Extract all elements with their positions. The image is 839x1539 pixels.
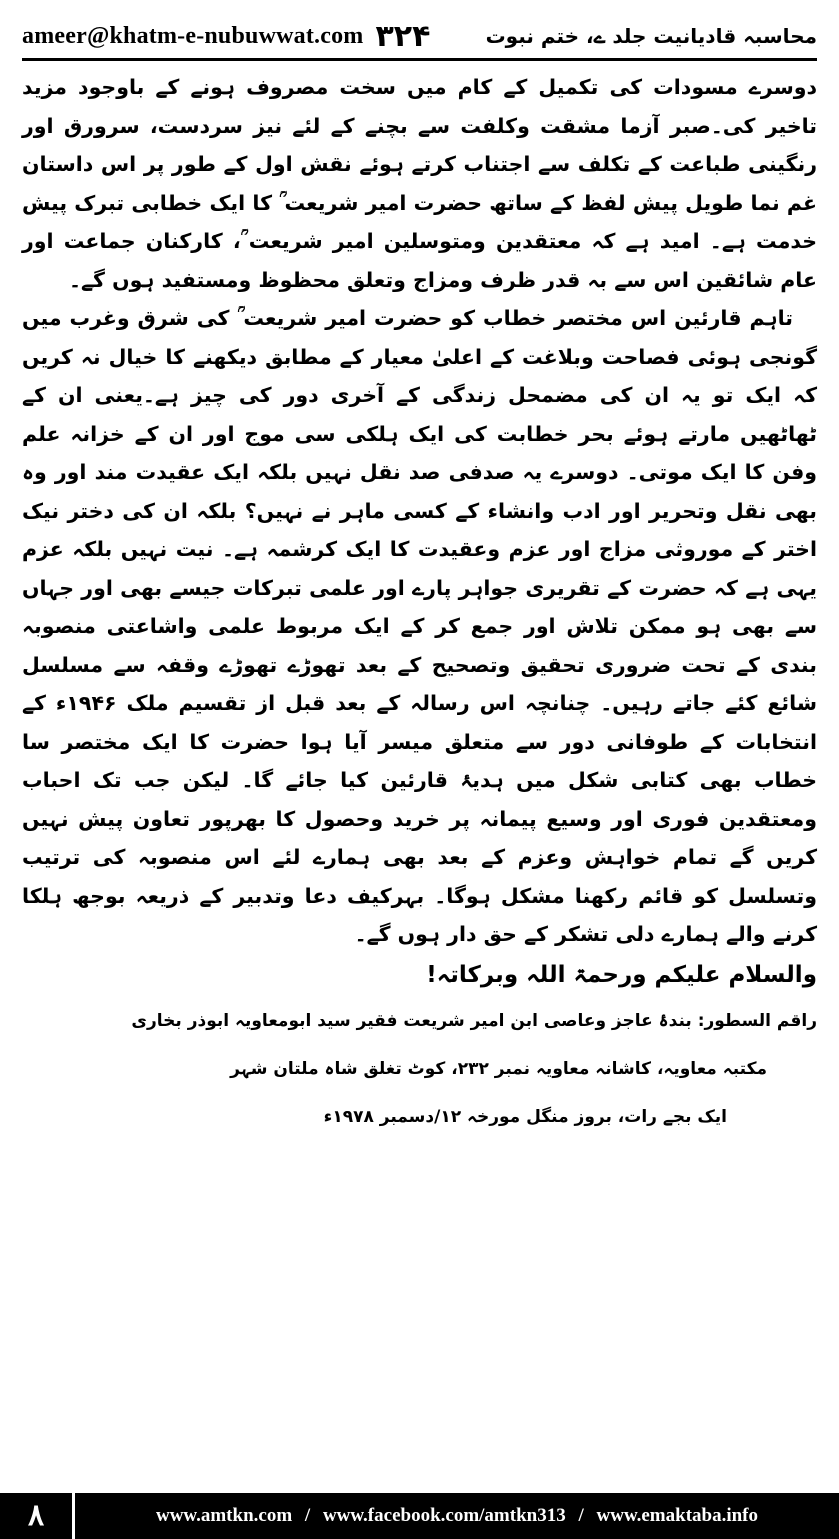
main-text	[22, 68, 817, 1134]
paragraph-2: تاہم قارئین اس مختصر خطاب کو حضرت امیر شریعت ؒ کی شرق وغرب میں گونجی ہوئی فصاحت وبلاغت کے اعلیٰ معیار کے مطابق دیکھنے کا خیال نہ کریں کہ ایک تو یہ ان کی مضمحل زندگی کے آخری دور کی چیز ہے۔یعنی ان کے ٹھاٹھیں مارتے ہوئے بحر خطابت کی ایک ہلکی سی موج اور ان کے خزانہ علم وفن کا ایک موتی۔ دوسرے یہ صدفی صد نقل نہیں بلکہ ایک عقیدت مند اور وہ بھی نقل وتحریر اور ادب وانشاء کے کسی ماہر نے نہیں؟ بلکہ ان کی دختر نیک اختر کے موروثی مزاج اور عزم وعقیدت کا ایک کرشمہ ہے۔ نیت نہیں بلکہ عزم یہی ہے کہ حضرت کے تقریری جواہر پارے اور علمی تبرکات جیسے بھی اور جہاں سے بھی ہو ممکن تلاش اور جمع کر کے ایک مربوط علمی واشاعتی منصوبہ بندی کے تحت ضروری تحقیق وتصحیح کے بعد تھوڑے تھوڑے وقفہ سے مسلسل شائع کئے جاتے رہیں۔ چنانچہ اس رسالہ کے بعد قبل از تقسیم ملک ۱۹۴۶ء کے انتخابات کے طوفانی دور سے متعلق میسر آیا ہوا حضرت کا ایک مختصر سا خطاب بھی کتابی شکل میں ہدیۂ قارئین کیا جائے گا۔ لیکن جب تک احباب ومعتقدین فوری اور وسیع پیمانہ پر خرید وحصول کا بھرپور تعاون پیش نہیں کریں گے تمام خواہش وعزم کے بعد بھی ہمارے لئے اس منصوبہ کی ترتیب وتسلسل کو قائم رکھنا مشکل ہوگا۔ بہرکیف دعا وتدبیر کے ذریعہ بوجھ ہلکا کرنے والے ہمارے دلی تشکر کے حق دار ہوں گے۔	[22, 306, 817, 946]
footer-separator: /	[304, 1505, 311, 1526]
page-header	[22, 14, 817, 61]
signature-date: ایک بجے رات، بروز منگل مورخہ ۱۲/دسمبر ۱۹۷۸ء	[323, 1107, 727, 1127]
page-footer	[0, 1493, 839, 1539]
footer-link-emaktaba[interactable]: www.emaktaba.info	[596, 1505, 759, 1526]
closing-salutation: والسلام علیکم ورحمۃ اللہ وبرکاتہ!	[426, 961, 817, 988]
header-left	[22, 19, 430, 54]
footer-links	[75, 1505, 839, 1527]
running-title: محاسبہ قادیانیت جلد ے، ختم نبوت	[485, 24, 817, 48]
signature-address: مکتبہ معاویہ، کاشانہ معاویہ نمبر ۲۳۲، کوٹ تغلق شاہ ملتان شہر	[230, 1059, 767, 1079]
footer-separator: /	[578, 1505, 584, 1526]
signature-author: راقم السطور: بندۂ عاجز وعاصی ابن امیر شریعت فقیر سید ابومعاویہ ابوذر بخاری	[131, 1011, 817, 1031]
paragraph-1: دوسرے مسودات کی تکمیل کے کام میں سخت مصروف ہونے کے باوجود مزید تاخیر کی۔صبر آزما مشقت وکلفت سے بچنے کے لئے نیز سردست، سرورق اور رنگینی طباعت کے تکلف سے اجتناب کرتے ہوئے نقش اول کے طور پر اس داستان غم نما طویل پیش لفظ کے ساتھ حضرت امیر شریعت ؒ کا ایک خطابی تبرک پیش خدمت ہے۔ امید ہے کہ معتقدین ومتوسلین امیر شریعت ؒ، کارکنان جماعت اور عام شائقین اس سے بہ قدر ظرف ومزاج وتعلق محظوظ ومستفید ہوں گے۔	[22, 75, 817, 292]
footer-link-amtkn[interactable]: www.amtkn.com	[155, 1505, 293, 1526]
header-page-number: ۳۲۴	[375, 18, 431, 54]
footer-page-number: ۸	[0, 1493, 75, 1539]
header-email: ameer@khatm-e-nubuwwat.com	[22, 22, 364, 49]
footer-link-facebook[interactable]: www.facebook.com/amtkn313	[322, 1505, 566, 1526]
